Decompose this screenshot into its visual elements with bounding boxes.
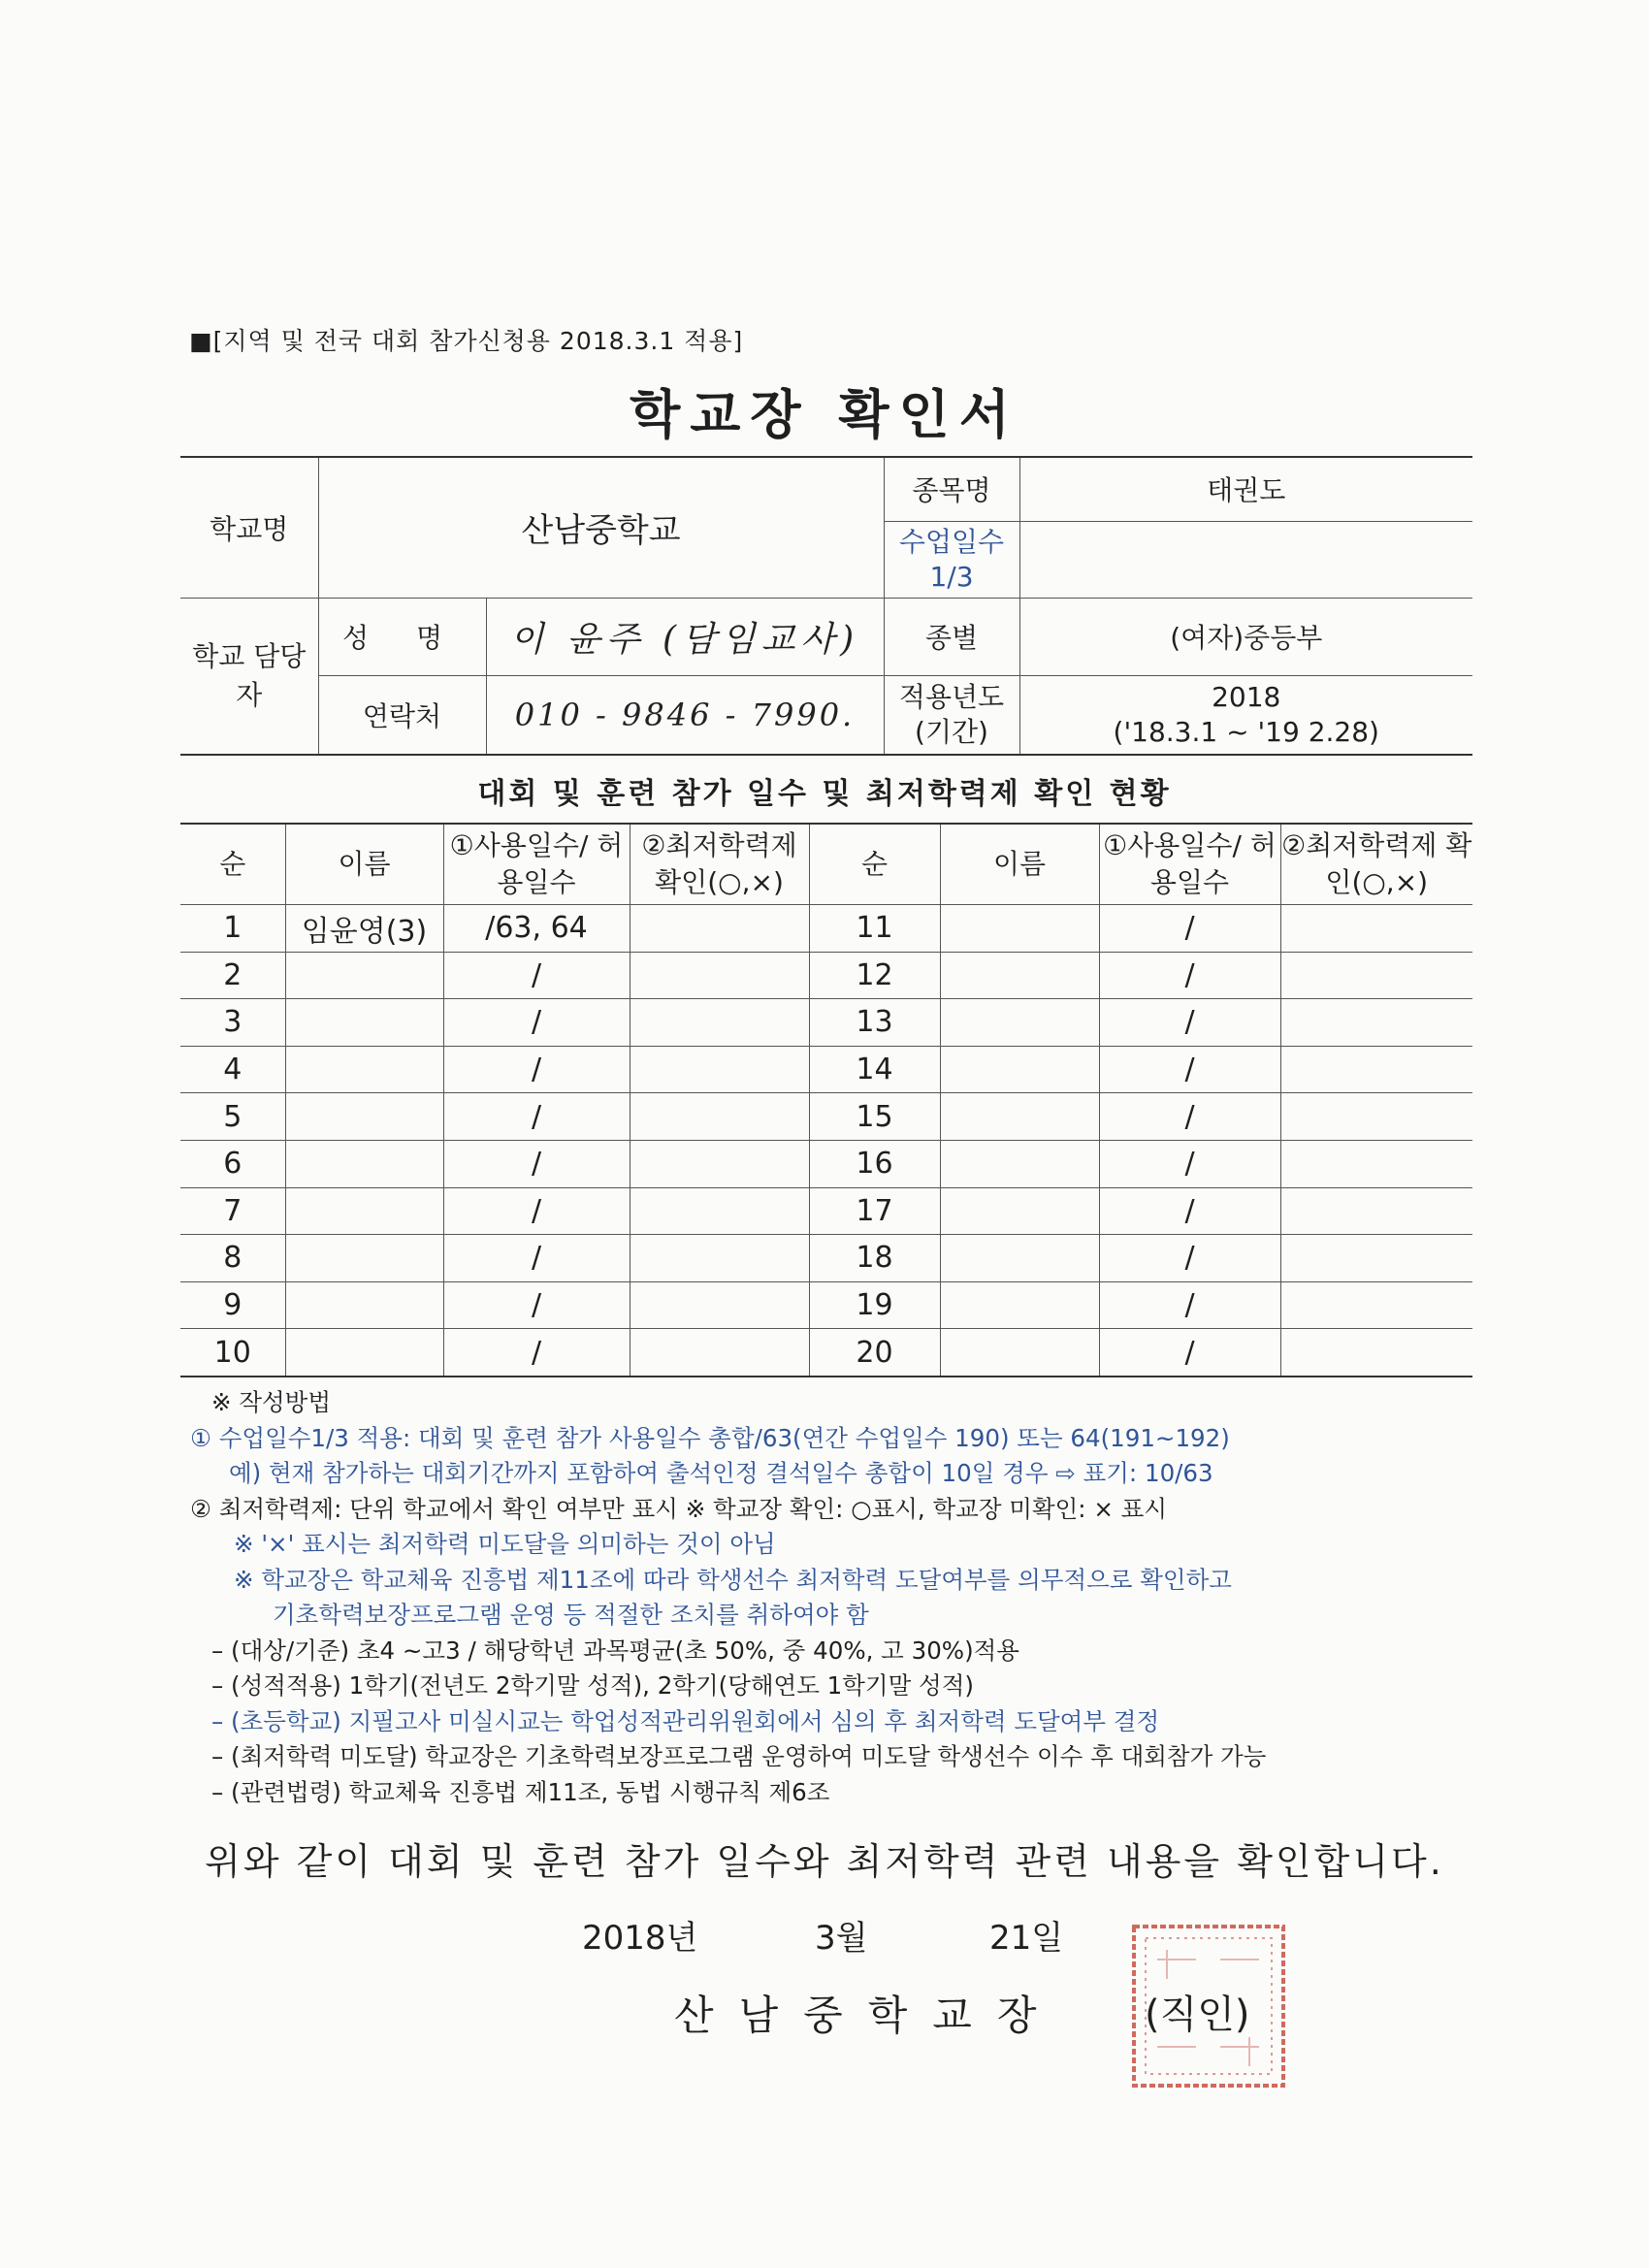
row-days-cell: / (443, 1140, 630, 1187)
row-days-cell: / (443, 1093, 630, 1141)
row-no-cell: 2 (180, 952, 285, 999)
instruction-line: – (대상/기준) 초4 ~고3 / 해당학년 과목평균(초 50%, 중 40%, 고 30%)적용 (211, 1636, 1019, 1665)
instruction-line: 예) 현재 참가하는 대회기간까지 포함하여 출석인정 결석일수 총합이 10일 경우 ⇨ 표기: 10/63 (229, 1459, 1213, 1487)
row-name-cell: 임윤영(3) (285, 905, 443, 953)
row-no-cell: 3 (180, 999, 285, 1047)
table-row (180, 1235, 1472, 1282)
row-days-cell: / (1099, 1140, 1280, 1187)
date-year: 2018년 (582, 1919, 698, 1958)
event-value: 태권도 (1019, 457, 1472, 521)
staff-contact-label: 연락처 (318, 675, 486, 755)
staff-name-label: 성 명 (318, 598, 486, 675)
row-days-cell: / (443, 1281, 630, 1329)
row-no-cell: 20 (809, 1329, 940, 1377)
row-days-cell: / (443, 1235, 630, 1282)
row-no-cell: 9 (180, 1281, 285, 1329)
row-no-cell: 12 (809, 952, 940, 999)
row-check-cell (630, 1235, 809, 1282)
row-days-cell: / (1099, 999, 1280, 1047)
row-check-cell (1280, 1281, 1472, 1329)
date-day: 21일 (989, 1919, 1064, 1958)
row-name-cell (940, 999, 1099, 1047)
principal-name: 산남중학교장 (674, 1992, 1062, 2039)
row-days-cell: / (1099, 1281, 1280, 1329)
row-name-cell (285, 1187, 443, 1235)
instruction-line: ① 수업일수1/3 적용: 대회 및 훈련 참가 사용일수 총합/63(연간 수업일수 190) 또는 64(191~192) (190, 1423, 1230, 1452)
school-name-value: 산남중학교 (318, 457, 884, 598)
document-title: 학교장 확인서 (630, 384, 1019, 445)
row-check-cell (1280, 1329, 1472, 1377)
attendance-table (180, 823, 1472, 1377)
row-no-cell: 15 (809, 1093, 940, 1141)
row-check-cell (1280, 1140, 1472, 1187)
attendance-header-row (180, 824, 1472, 905)
instruction-line: ※ 작성방법 (211, 1388, 331, 1416)
table-row (180, 1046, 1472, 1093)
row-name-cell (940, 1093, 1099, 1141)
header-no: 순 (809, 824, 940, 905)
instruction-line: ※ 학교장은 학교체육 진흥법 제11조에 따라 학생선수 최저학력 도달여부를 의무적으로 확인하고 (234, 1565, 1232, 1594)
event-label: 종목명 (884, 457, 1019, 521)
table-row (180, 1187, 1472, 1235)
row-name-cell (285, 1329, 443, 1377)
row-days-cell: / (1099, 1329, 1280, 1377)
section-title: 대회 및 훈련 참가 일수 및 최저학력제 확인 현황 (477, 777, 1172, 811)
row-check-cell (1280, 1046, 1472, 1093)
table-row (180, 952, 1472, 999)
row-days-cell: / (443, 952, 630, 999)
year-cell (1019, 675, 1472, 755)
table-row (180, 1281, 1472, 1329)
row-days-cell: / (443, 1329, 630, 1377)
row-days-cell: / (1099, 952, 1280, 999)
category-value: (여자)중등부 (1019, 598, 1472, 675)
instruction-line: – (성적적용) 1학기(전년도 2학기말 성적), 2학기(당해연도 1학기말 성적) (211, 1671, 974, 1700)
row-name-cell (940, 1187, 1099, 1235)
school-name-label: 학교명 (180, 457, 318, 598)
row-name-cell (285, 1235, 443, 1282)
row-no-cell: 1 (180, 905, 285, 953)
year-value: 2018 (1212, 680, 1281, 713)
row-no-cell: 18 (809, 1235, 940, 1282)
header-note: ■[지역 및 전국 대회 참가신청용 2018.3.1 적용] (189, 327, 744, 355)
row-days-cell: / (443, 1187, 630, 1235)
instruction-line: – (초등학교) 지필고사 미실시교는 학업성적관리위원회에서 심의 후 최저학력 도달여부 결정 (211, 1706, 1160, 1735)
row-no-cell: 6 (180, 1140, 285, 1187)
row-check-cell (630, 1093, 809, 1141)
row-no-cell: 14 (809, 1046, 940, 1093)
category-label: 종별 (884, 598, 1019, 675)
header-check: ②최저학력제 확인(○,×) (1280, 824, 1472, 905)
row-check-cell (1280, 905, 1472, 953)
staff-label: 학교 담당자 (180, 598, 318, 755)
row-check-cell (630, 1281, 809, 1329)
row-no-cell: 11 (809, 905, 940, 953)
row-check-cell (630, 952, 809, 999)
header-days: ①사용일수/ 허용일수 (1099, 824, 1280, 905)
row-name-cell (285, 1093, 443, 1141)
row-check-cell (630, 1046, 809, 1093)
row-no-cell: 16 (809, 1140, 940, 1187)
row-check-cell (1280, 1093, 1472, 1141)
staff-contact-value: 010 - 9846 - 7990. (486, 675, 884, 755)
table-row (180, 1140, 1472, 1187)
instruction-line: – (관련법령) 학교체육 진흥법 제11조, 동법 시행규칙 제6조 (211, 1777, 830, 1806)
header-no: 순 (180, 824, 285, 905)
row-name-cell (285, 1140, 443, 1187)
table-row (180, 1093, 1472, 1141)
row-name-cell (285, 1046, 443, 1093)
row-check-cell (630, 999, 809, 1047)
row-check-cell (1280, 999, 1472, 1047)
instruction-line: ※ '×' 표시는 최저학력 미도달을 의미하는 것이 아님 (234, 1530, 776, 1558)
year-label: 적용년도 (기간) (884, 675, 1019, 755)
table-row (180, 905, 1472, 953)
row-days-cell: / (443, 1046, 630, 1093)
writing-instructions (190, 1385, 1490, 1810)
class-days-label: 수업일수 1/3 (884, 521, 1019, 598)
row-check-cell (630, 905, 809, 953)
row-days-cell: / (1099, 905, 1280, 953)
row-check-cell (630, 1187, 809, 1235)
staff-name-value: 이 윤주 (담임교사) (486, 598, 884, 675)
row-days-cell: / (1099, 1235, 1280, 1282)
school-info-table (180, 456, 1472, 756)
instruction-line: ② 최저학력제: 단위 학교에서 확인 여부만 표시 ※ 학교장 확인: ○표시, 학교장 미확인: × 표시 (190, 1494, 1167, 1523)
row-check-cell (1280, 1187, 1472, 1235)
class-days-value (1019, 521, 1472, 598)
row-name-cell (940, 1329, 1099, 1377)
row-check-cell (1280, 952, 1472, 999)
row-days-cell: / (1099, 1093, 1280, 1141)
row-days-cell: / (443, 999, 630, 1047)
row-name-cell (285, 1281, 443, 1329)
row-name-cell (940, 952, 1099, 999)
row-no-cell: 17 (809, 1187, 940, 1235)
row-check-cell (630, 1329, 809, 1377)
row-no-cell: 13 (809, 999, 940, 1047)
row-name-cell (285, 999, 443, 1047)
confirmation-statement: 위와 같이 대회 및 훈련 참가 일수와 최저학력 관련 내용을 확인합니다. (205, 1840, 1444, 1883)
year-period: ('18.3.1 ~ '19 2.28) (1113, 715, 1379, 748)
row-name-cell (940, 1046, 1099, 1093)
instruction-line: – (최저학력 미도달) 학교장은 기초학력보장프로그램 운영하여 미도달 학생선수 이수 후 대회참가 가능 (211, 1742, 1267, 1770)
date-month: 3월 (815, 1919, 868, 1958)
date-line (582, 1911, 1063, 1959)
row-no-cell: 5 (180, 1093, 285, 1141)
row-days-cell: / (1099, 1187, 1280, 1235)
row-name-cell (940, 1281, 1099, 1329)
row-name-cell (940, 905, 1099, 953)
row-no-cell: 19 (809, 1281, 940, 1329)
row-days-cell: /63, 64 (443, 905, 630, 953)
row-no-cell: 4 (180, 1046, 285, 1093)
header-days: ①사용일수/ 허용일수 (443, 824, 630, 905)
instruction-line: 기초학력보장프로그램 운영 등 적절한 조치를 취하여야 함 (273, 1601, 869, 1629)
row-check-cell (630, 1140, 809, 1187)
row-days-cell: / (1099, 1046, 1280, 1093)
header-name: 이름 (285, 824, 443, 905)
row-name-cell (940, 1140, 1099, 1187)
header-name: 이름 (940, 824, 1099, 905)
seal-label: (직인) (1145, 1993, 1250, 2037)
row-name-cell (940, 1235, 1099, 1282)
row-no-cell: 10 (180, 1329, 285, 1377)
table-row (180, 1329, 1472, 1377)
row-no-cell: 7 (180, 1187, 285, 1235)
row-no-cell: 8 (180, 1235, 285, 1282)
row-check-cell (1280, 1235, 1472, 1282)
row-name-cell (285, 952, 443, 999)
header-check: ②최저학력제 확인(○,×) (630, 824, 809, 905)
table-row (180, 999, 1472, 1047)
